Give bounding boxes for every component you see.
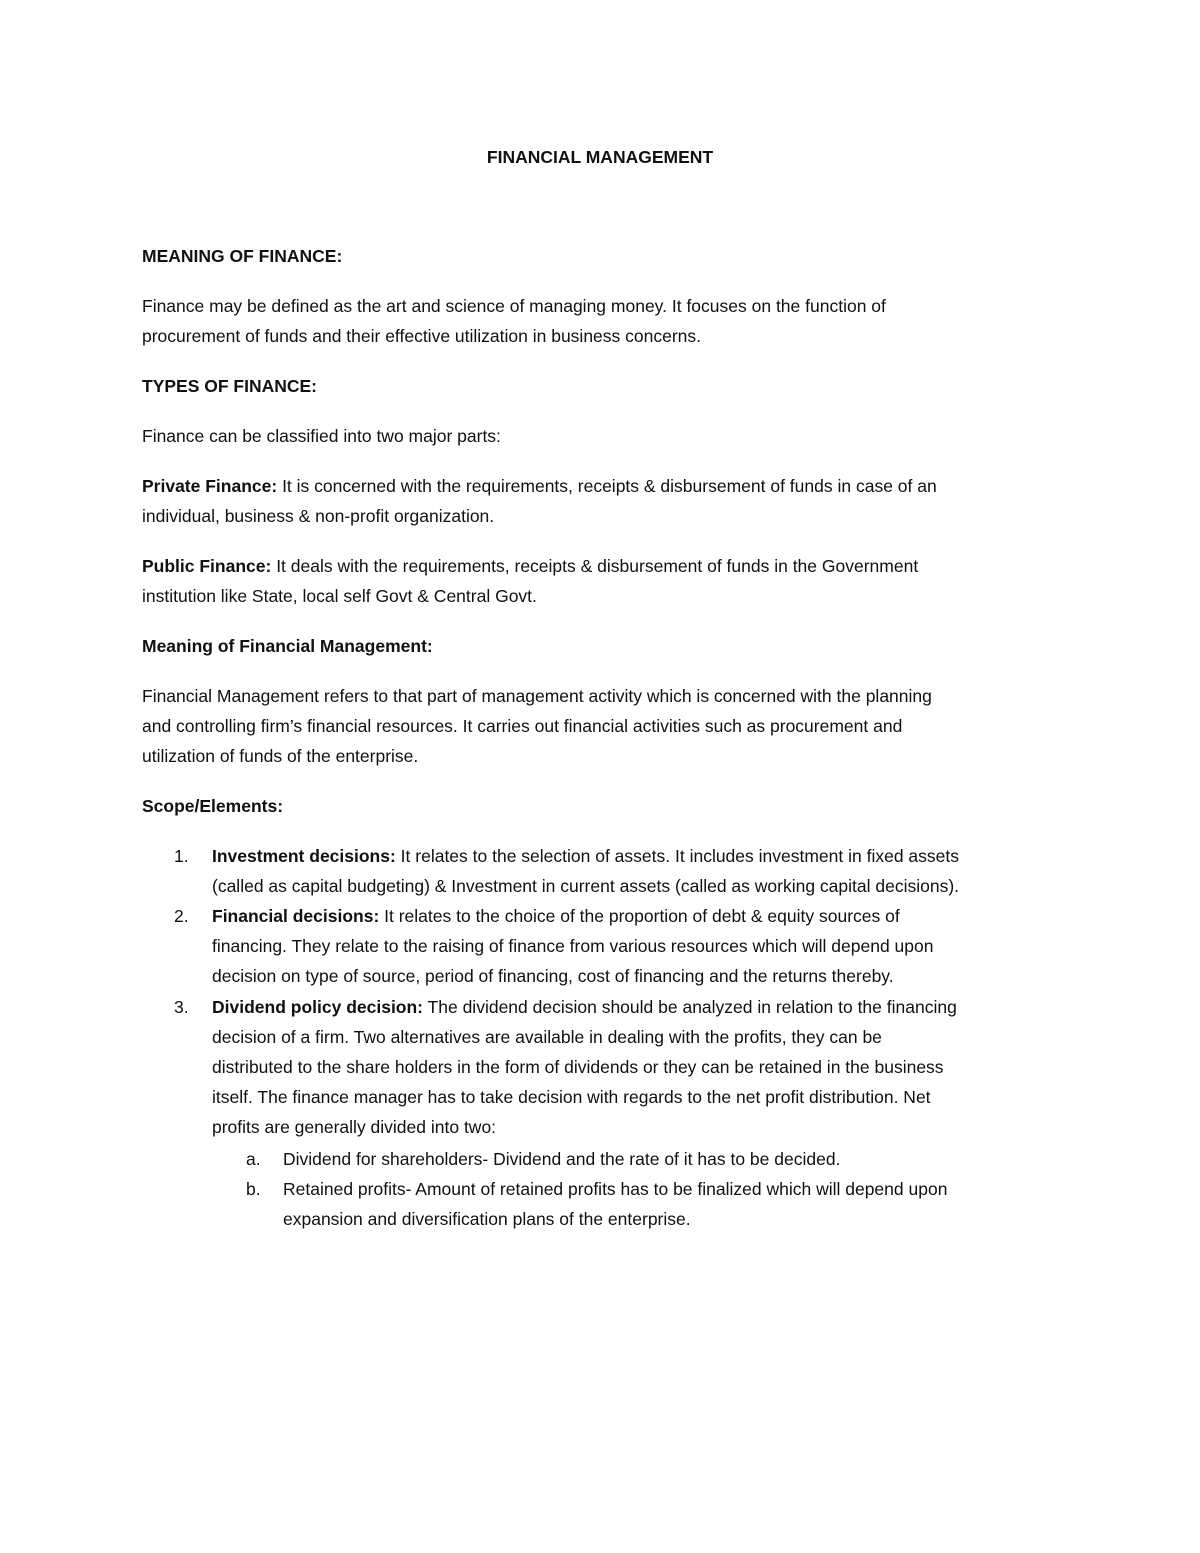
private-finance-line	[142, 475, 937, 497]
list-item	[212, 996, 957, 1018]
sub-list-letter: a.	[246, 1149, 261, 1169]
sub-list-item: Dividend for shareholders- Dividend and the rate of it has to be decided.	[283, 1149, 841, 1169]
list-number: 2.	[174, 906, 189, 926]
list-item-text: It relates to the selection of assets. It includes investment in fixed assets	[395, 846, 960, 866]
list-item-line: itself. The finance manager has to take decision with regards to the net profit distribution. Net	[212, 1087, 931, 1107]
private-finance-line: individual, business & non-profit organization.	[142, 506, 495, 526]
public-finance-line: institution like State, local self Govt & Central Govt.	[142, 586, 537, 606]
list-item-label: Investment decisions:	[212, 846, 396, 866]
list-item-line: profits are generally divided into two:	[212, 1117, 497, 1137]
list-item-label: Financial decisions:	[212, 906, 380, 926]
private-finance-label: Private Finance:	[142, 476, 278, 496]
list-item	[212, 845, 959, 867]
list-item-text: It relates to the choice of the proportion of debt & equity sources of	[379, 906, 900, 926]
list-number: 3.	[174, 997, 189, 1017]
list-item-text: The dividend decision should be analyzed in relation to the financing	[423, 997, 957, 1017]
list-item-line: (called as capital budgeting) & Investment in current assets (called as working capital decisions).	[212, 876, 960, 896]
public-finance-text: It deals with the requirements, receipts & disbursement of funds in the Government	[271, 556, 919, 576]
public-finance-label: Public Finance:	[142, 556, 272, 576]
page-title: FINANCIAL MANAGEMENT	[486, 147, 714, 167]
public-finance-line	[142, 555, 918, 577]
sub-list-letter: b.	[246, 1179, 261, 1199]
fm-paragraph-line: and controlling firm’s financial resources. It carries out financial activities such as procurement and	[142, 716, 903, 736]
list-number: 1.	[174, 846, 189, 866]
types-intro: Finance can be classified into two major parts:	[142, 426, 501, 446]
list-item-label: Dividend policy decision:	[212, 997, 424, 1017]
list-item-line: distributed to the share holders in the form of dividends or they can be retained in the business	[212, 1057, 944, 1077]
fm-heading: Meaning of Financial Management:	[142, 636, 433, 656]
sub-list-item-line: expansion and diversification plans of the enterprise.	[283, 1209, 691, 1229]
private-finance-text: It is concerned with the requirements, receipts & disbursement of funds in case of an	[277, 476, 937, 496]
meaning-paragraph-line: Finance may be defined as the art and science of managing money. It focuses on the function of	[142, 296, 886, 316]
meaning-heading: MEANING OF FINANCE:	[142, 246, 343, 266]
list-item-line: decision on type of source, period of financing, cost of financing and the returns thereby.	[212, 966, 894, 986]
sub-list-item: Retained profits- Amount of retained profits has to be finalized which will depend upon	[283, 1179, 948, 1199]
list-item-line: decision of a firm. Two alternatives are available in dealing with the profits, they can be	[212, 1027, 882, 1047]
fm-paragraph-line: Financial Management refers to that part of management activity which is concerned with the planning	[142, 686, 932, 706]
list-item-line: financing. They relate to the raising of finance from various resources which will depend upon	[212, 936, 934, 956]
fm-paragraph-line: utilization of funds of the enterprise.	[142, 746, 419, 766]
meaning-paragraph-line: procurement of funds and their effective utilization in business concerns.	[142, 326, 702, 346]
scope-heading: Scope/Elements:	[142, 796, 284, 816]
list-item	[212, 905, 900, 927]
types-heading: TYPES OF FINANCE:	[142, 376, 318, 396]
